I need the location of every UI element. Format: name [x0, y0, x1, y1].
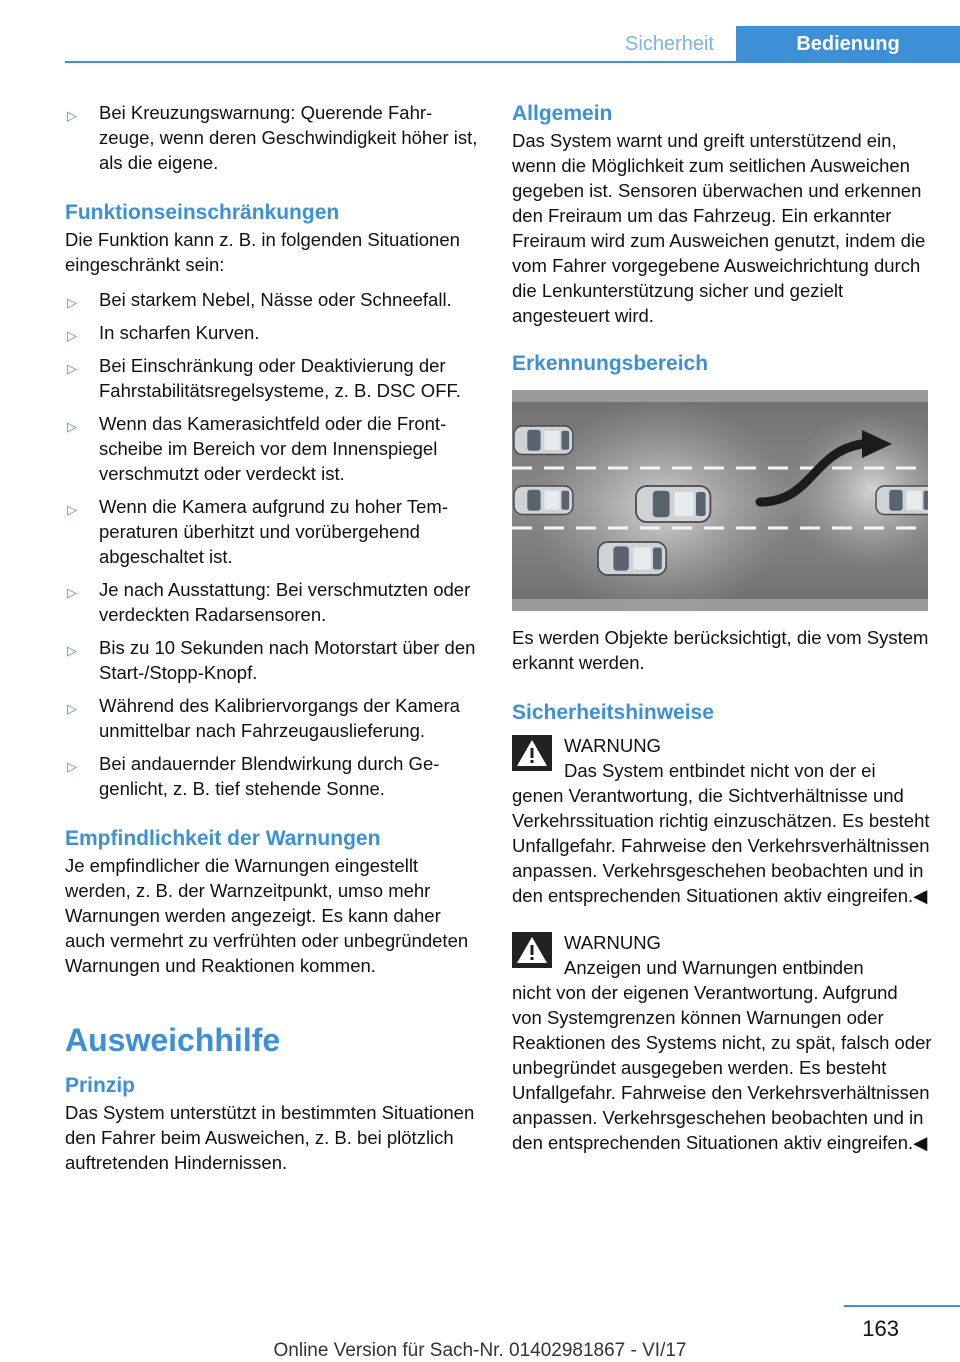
triangle-right-icon: ▷	[67, 361, 77, 376]
triangle-right-icon: ▷	[67, 419, 77, 434]
warning-label: WARNUNG	[564, 735, 661, 756]
tab-bedienung[interactable]: Bedienung	[736, 26, 960, 62]
list-item: ▷ Bei starkem Nebel, Nässe oder Schneefall.	[65, 287, 480, 312]
triangle-right-icon: ▷	[67, 643, 77, 658]
warning-block	[512, 733, 932, 908]
allgemein-text: Das System warnt und greift unterstützend ein, wenn die Möglichkeit zum seitlichen Ausweichen gegeben ist. Sensoren überwachen und erkennen den Freiraum um das Fahrzeug. Ein erkannter Freiraum wird zum Ausweichen genutzt, indem die vom Fahrer vorgegebene Ausweichrichtung durch die Lenkunterstützung sicher und gezielt angesteuert wird.	[512, 130, 926, 326]
triangle-right-icon: ▷	[67, 108, 77, 123]
header-rule	[65, 61, 960, 63]
left-column	[65, 100, 480, 1175]
warning-first-line: Anzeigen und Warnungen entbinden	[564, 957, 864, 978]
triangle-right-icon: ▷	[67, 701, 77, 716]
heading-sicherheitshinweise: Sicherheitshinweise	[512, 701, 714, 724]
triangle-right-icon: ▷	[67, 759, 77, 774]
page-header	[0, 0, 960, 62]
triangle-right-icon: ▷	[67, 328, 77, 343]
heading-funktionseinschraenkungen: Funktionseinschränkungen	[65, 201, 340, 224]
heading-prinzip: Prinzip	[65, 1074, 136, 1097]
erkennungsbereich-caption: Es werden Objekte berücksichtigt, die vom System erkannt werden.	[512, 627, 929, 673]
warning-text: nicht von der eigenen Verantwortung. Aufgrund von Systemgrenzen können Warnungen oder Reaktionen des Systems nicht, zu spät, falsch oder unbegründet ausgegeben werden. Es besteht Unfallgefahr. Fahrweise den Verkehrsverhältnissen anpassen. Verkehrsgeschehen beobachten und in den entsprechenden Situationen aktiv eingreifen.◀	[512, 982, 932, 1153]
list-item: ▷ In scharfen Kurven.	[65, 320, 480, 345]
heading-erkennungsbereich: Erkennungsbereich	[512, 352, 709, 375]
detection-area-illustration	[512, 390, 928, 611]
kreuzung-list	[65, 100, 480, 175]
warning-text: genen Verantwortung, die Sichtverhältnisse und Verkehrssituation richtig einzuschätzen. Es besteht Unfallgefahr. Fahrweise den Verkehrsverhältnissen anpassen. Verkehrsgeschehen beobachten und in den entsprechenden Situationen aktiv eingreifen.◀	[512, 785, 930, 906]
list-item: ▷ Bei Kreuzungswarnung: Querende Fahrzeuge, wenn deren Geschwindigkeit höher ist, als die eigene.	[67, 102, 478, 173]
triangle-right-icon: ▷	[67, 502, 77, 517]
list-item: ▷ Wenn die Kamera aufgrund zu hoher Temperaturen überhitzt und vorübergehend abgeschaltet ist.	[67, 496, 448, 567]
empfindlichkeit-text: Je empfindlicher die Warnungen eingestellt werden, z. B. der Warnzeitpunkt, umso mehr Warnungen werden angezeigt. Es kann daher auch vermehrt zu verfrühten oder unbegründeten Warnungen und Reaktionen kommen.	[65, 855, 469, 976]
right-column	[512, 100, 932, 1155]
footer-rule	[844, 1305, 960, 1307]
page-number: 163	[862, 1316, 899, 1341]
funktion-list	[65, 287, 480, 801]
list-item: ▷ Bei andauernder Blendwirkung durch Gegenlicht, z. B. tief stehende Sonne.	[67, 753, 440, 799]
list-item: ▷ Bis zu 10 Sekunden nach Motorstart über den Start-/Stopp-Knopf.	[67, 637, 476, 683]
triangle-right-icon: ▷	[67, 585, 77, 600]
online-version-note: Online Version für Sach-Nr. 01402981867 - VI/17	[273, 1340, 687, 1361]
list-item: ▷ Während des Kalibriervorgangs der Kamera unmittelbar nach Fahrzeugauslieferung.	[67, 695, 460, 741]
tab-sicherheit[interactable]: Sicherheit	[625, 32, 714, 55]
warning-triangle-icon	[512, 932, 552, 968]
prinzip-text: Das System unterstützt in bestimmten Situationen den Fahrer beim Ausweichen, z. B. bei plötzlich auftretenden Hindernissen.	[65, 1102, 475, 1173]
heading-ausweichhilfe: Ausweichhilfe	[65, 1022, 281, 1058]
warning-first-line: Das System entbindet nicht von der ei	[564, 760, 876, 781]
funktion-intro: Die Funktion kann z. B. in folgenden Situationen eingeschränkt sein:	[65, 229, 460, 275]
heading-empfindlichkeit: Empfindlichkeit der Warnungen	[65, 827, 381, 850]
list-item: ▷ Je nach Ausstattung: Bei verschmutzten oder verdeckten Radarsensoren.	[67, 579, 471, 625]
triangle-right-icon: ▷	[67, 295, 77, 310]
warning-block	[512, 930, 932, 1155]
warning-triangle-icon	[512, 735, 552, 771]
list-item: ▷ Wenn das Kamerasichtfeld oder die Frontscheibe im Bereich vor dem Innenspiegel verschmutzt oder verdeckt ist.	[67, 413, 447, 484]
list-item: ▷ Bei Einschränkung oder Deaktivierung der Fahrstabilitätsregelsysteme, z. B. DSC OFF.	[67, 355, 461, 401]
warning-label: WARNUNG	[564, 932, 661, 953]
heading-allgemein: Allgemein	[512, 102, 613, 125]
